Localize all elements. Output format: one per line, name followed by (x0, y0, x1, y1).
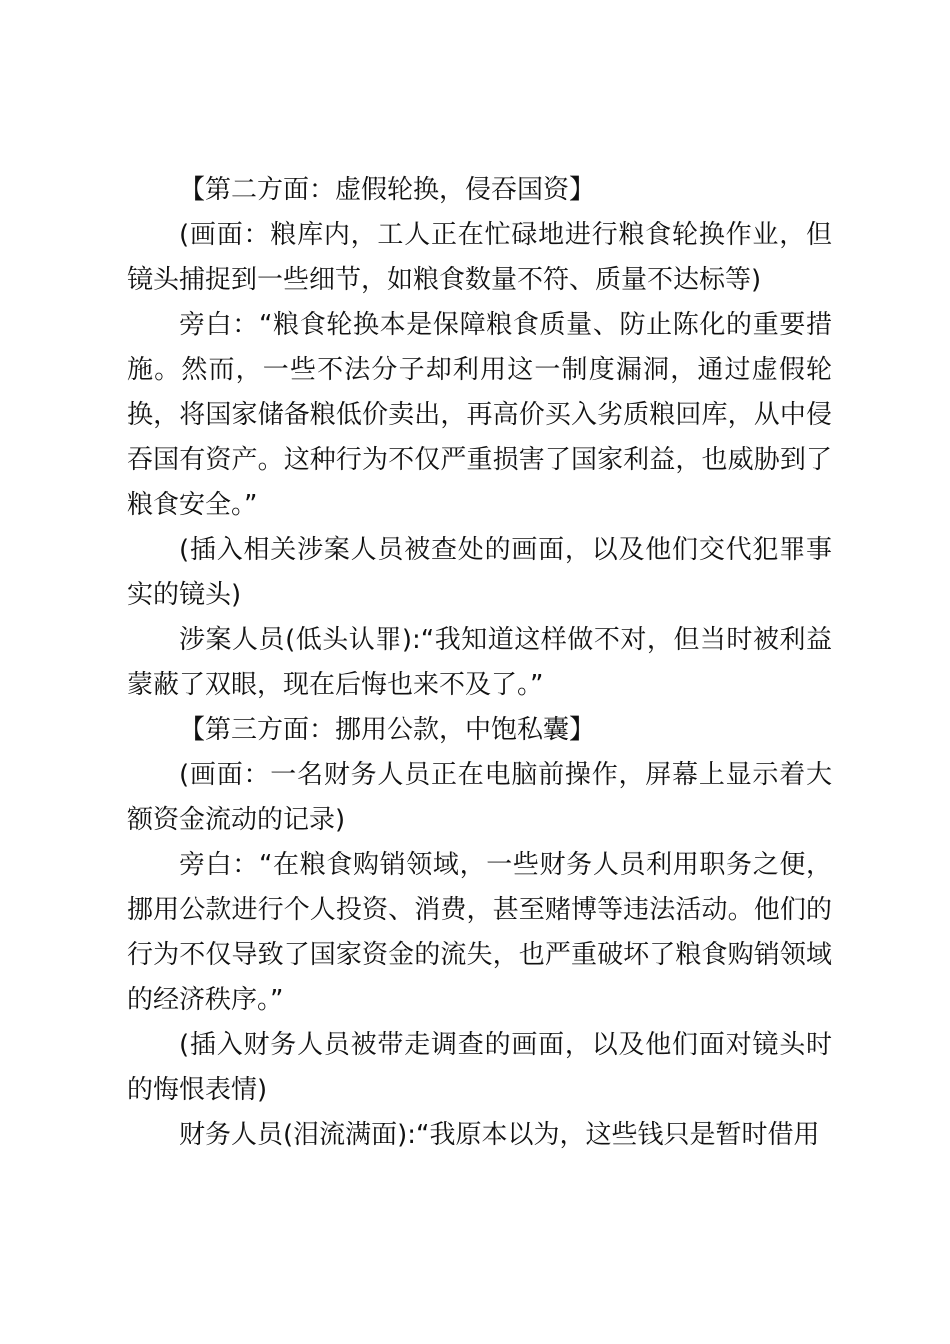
scene-description: (画面：一名财务人员正在电脑前操作，屏幕上显示着大额资金流动的记录) (127, 760, 832, 835)
narration-paragraph: 旁白：“在粮食购销领域，一些财务人员利用职务之便，挪用公款进行个人投资、消费，甚至赌博等违法活动。他们的行为不仅导致了国家资金的流失，也严重破坏了粮食购销领域的经济秩序。” (127, 850, 832, 1015)
dialogue-paragraph: 财务人员(泪流满面):“我原本以为，这些钱只是暂时借用 (179, 1120, 820, 1150)
scene-description: (画面：粮库内，工人正在忙碌地进行粮食轮换作业，但镜头捕捉到一些细节，如粮食数量不符、质量不达标等) (127, 220, 832, 295)
section-heading-3: 【第三方面：挪用公款，中饱私囊】 (179, 715, 596, 745)
scene-description: (插入财务人员被带走调查的画面，以及他们面对镜头时的悔恨表情) (127, 1030, 832, 1105)
dialogue-paragraph: 涉案人员(低头认罪):“我知道这样做不对，但当时被利益蒙蔽了双眼，现在后悔也来不及了。” (127, 625, 832, 700)
scene-description: (插入相关涉案人员被查处的画面，以及他们交代犯罪事实的镜头) (127, 535, 832, 610)
section-heading-2: 【第二方面：虚假轮换，侵吞国资】 (179, 175, 596, 205)
narration-paragraph: 旁白：“粮食轮换本是保障粮食质量、防止陈化的重要措施。然而，一些不法分子却利用这一制度漏洞，通过虚假轮换，将国家储备粮低价卖出，再高价买入劣质粮回库，从中侵吞国有资产。这种行为不仅严重损害了国家利益，也威胁到了粮食安全。” (127, 310, 832, 520)
document-page (127, 168, 832, 1158)
